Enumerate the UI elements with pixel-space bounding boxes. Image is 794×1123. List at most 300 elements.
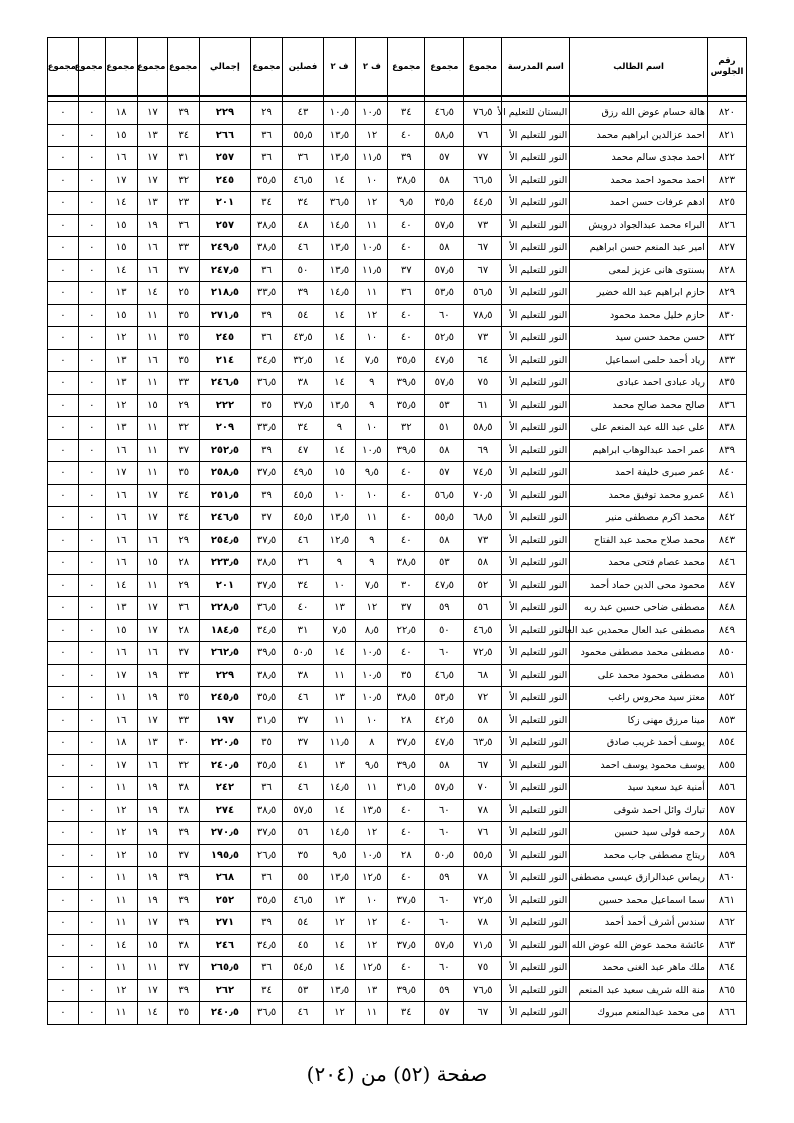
score-cell: ١٠ [356,889,388,912]
score-cell: ٣٩٫٥ [250,642,283,665]
score-cell: ٧٠٫٥ [464,484,502,507]
score-cell: ١١٫٥ [356,259,388,282]
score-cell: ٧٫٥ [323,619,356,642]
seat-number-cell: ٨٤١ [707,484,746,507]
grades-table [47,37,747,1025]
score-cell: ١٥ [105,237,137,260]
score-cell: ٤٠ [388,124,425,147]
score-cell: ٣٧٫٥ [283,394,323,417]
score-cell: ١٢ [356,304,388,327]
score-cell: ٣٧٫٥ [250,529,283,552]
score-cell: ٢٢٠٫٥ [200,732,250,755]
school-name-cell: النور للتعليم الأ [502,192,570,215]
student-name-cell: مصطفى ضاحى حسين عبد ربه [570,597,708,620]
score-cell: ٣٦ [250,327,283,350]
score-cell: ٩٫٥ [356,462,388,485]
score-cell: ٣٥٫٥ [388,394,425,417]
score-cell: ٣٧ [283,709,323,732]
score-cell: ٥٧٫٥ [425,934,464,957]
score-cell: ١٢ [105,979,137,1002]
score-cell: ٢٦٥٫٥ [200,957,250,980]
score-cell: ١٩ [137,664,168,687]
score-cell: ٢٧٠٫٥ [200,822,250,845]
score-cell: ٣٦٫٥ [250,597,283,620]
score-cell: ٠ [78,979,105,1002]
table-row [48,372,747,395]
score-cell: ٣٧٫٥ [388,934,425,957]
score-cell: ٥٨ [464,709,502,732]
score-cell: ٥٥٫٥ [283,124,323,147]
score-cell: ١٤ [105,934,137,957]
score-cell: ١١ [137,462,168,485]
student-name-cell: يوسف محمود يوسف احمد [570,754,708,777]
score-cell: ٠ [48,979,79,1002]
school-name-cell: النور للتعليم الأ [502,484,570,507]
score-cell: ٥٧ [425,147,464,170]
score-cell: ٧٨٫٥ [464,304,502,327]
score-cell: ٣٧٫٥ [388,889,425,912]
score-cell: ٣٠ [168,732,200,755]
score-cell: ٦٣٫٥ [464,732,502,755]
score-cell: ٣٦ [250,147,283,170]
seat-number-cell: ٨٣٨ [707,417,746,440]
score-cell: ١٠٫٥ [356,642,388,665]
score-cell: ٥٦٫٥ [425,484,464,507]
student-name-cell: احمد مجدى سالم محمد [570,147,708,170]
score-cell: ٥٩ [425,867,464,890]
score-cell: ٠ [78,417,105,440]
score-cell: ١١ [137,574,168,597]
score-cell: ٣٠ [388,574,425,597]
score-cell: ٣٨ [283,372,323,395]
score-cell: ١١ [105,889,137,912]
score-cell: ٤٠ [283,597,323,620]
score-cell: ٠ [48,169,79,192]
score-cell: ٨٫٥ [356,619,388,642]
student-name-cell: سما اسماعيل محمد حسين [570,889,708,912]
school-name-cell: النور للتعليم الأ [502,619,570,642]
table-row [48,214,747,237]
score-cell: ٠ [78,439,105,462]
score-cell: ١٥ [323,462,356,485]
score-cell: ٧١٫٥ [464,934,502,957]
score-cell: ٠ [78,484,105,507]
score-cell: ٣٤٫٥ [250,349,283,372]
score-cell: ٤٧٫٥ [425,574,464,597]
score-cell: ١٣ [137,192,168,215]
seat-number-cell: ٨٢٠ [707,102,746,125]
score-cell: ٧٢٫٥ [464,642,502,665]
score-cell: ٣٩٫٥ [388,979,425,1002]
score-cell: ٧٫٥ [356,349,388,372]
student-name-cell: مصطفى محمد مصطفى محمود [570,642,708,665]
seat-number-cell: ٨٦٢ [707,912,746,935]
score-cell: ٠ [48,507,79,530]
student-name-cell: امير عبد المنعم حسن ابراهيم [570,237,708,260]
score-cell: ١٠٫٥ [356,439,388,462]
score-cell: ٣٥ [168,304,200,327]
score-cell: ٤٥ [283,934,323,957]
score-cell: ٣٧ [250,507,283,530]
score-cell: ٩ [356,372,388,395]
score-cell: ١٩ [137,777,168,800]
table-row [48,664,747,687]
score-cell: ١٣ [105,372,137,395]
score-cell: ٣٤٫٥ [250,619,283,642]
score-cell: ١٧ [137,619,168,642]
score-cell: ٢١٤ [200,349,250,372]
score-cell: ٢٤٧٫٥ [200,259,250,282]
score-cell: ٣٨٫٥ [250,552,283,575]
score-cell: ٥٨ [425,529,464,552]
score-cell: ٢٢٫٥ [388,619,425,642]
score-cell: ٣٦ [250,124,283,147]
score-cell: ٣٨٫٥ [250,664,283,687]
school-name-cell: النور للتعليم الأ [502,349,570,372]
table-row [48,754,747,777]
score-cell: ٠ [48,529,79,552]
score-cell: ٣١٫٥ [388,777,425,800]
table-row [48,237,747,260]
page-number: صفحة (٥٢) من (٢٠٤) [306,1062,488,1086]
score-cell: ٥٨٫٥ [464,417,502,440]
score-cell: ٠ [48,844,79,867]
score-cell: ٣٤ [168,484,200,507]
seat-number-cell: ٨٢٨ [707,259,746,282]
score-cell: ١٤٫٥ [323,282,356,305]
score-cell: ١٢ [105,327,137,350]
score-cell: ٣٧ [168,642,200,665]
score-cell: ٣٩ [250,484,283,507]
score-cell: ٣٩ [168,822,200,845]
table-row [48,529,747,552]
score-cell: ٠ [78,529,105,552]
score-cell: ٣٢ [388,417,425,440]
score-cell: ٣٦٫٥ [323,192,356,215]
score-cell: ٥٧ [425,1002,464,1025]
score-cell: ٣٣ [168,372,200,395]
table-row [48,934,747,957]
score-cell: ٥٩ [425,979,464,1002]
score-cell: ٧٨ [464,912,502,935]
seat-number-cell: ٨٥٨ [707,822,746,845]
score-cell: ٢٥٧ [200,147,250,170]
score-cell: ١٠ [356,709,388,732]
score-cell: ١١ [105,912,137,935]
score-cell: ٠ [48,889,79,912]
score-cell: ٧٨ [464,799,502,822]
table-row [48,799,747,822]
score-cell: ٥٧٫٥ [425,372,464,395]
school-name-cell: النور للتعليم الأ [502,147,570,170]
score-cell: ٤٧٫٥ [425,349,464,372]
school-name-cell: النور للتعليم الأ [502,754,570,777]
score-cell: ٣٦ [250,867,283,890]
table-row [48,574,747,597]
score-cell: ٢٧٤ [200,799,250,822]
table-row [48,777,747,800]
score-cell: ٣٩ [168,889,200,912]
score-cell: ١٧ [105,462,137,485]
score-cell: ١٦ [137,349,168,372]
seat-number-cell: ٨٤٣ [707,529,746,552]
score-cell: ٣٤ [168,507,200,530]
score-cell: ٠ [78,147,105,170]
score-cell: ١٤ [323,169,356,192]
score-cell: ٢٩ [250,102,283,125]
score-cell: ٠ [48,799,79,822]
score-cell: ٤٠ [388,822,425,845]
score-cell: ٣٩ [388,147,425,170]
score-cell: ٦٤ [464,349,502,372]
score-cell: ٣٣ [168,709,200,732]
score-cell: ١٧ [105,754,137,777]
score-cell: ٤٨ [283,214,323,237]
score-cell: ١١ [356,507,388,530]
score-cell: ١٥ [105,214,137,237]
score-cell: ١١ [323,664,356,687]
score-cell: ٢٤٢ [200,777,250,800]
table-row [48,259,747,282]
school-name-cell: النور للتعليم الأ [502,394,570,417]
school-name-cell: النور للتعليم الأ [502,732,570,755]
score-cell: ٥٧٫٥ [425,777,464,800]
score-cell: ١٣٫٥ [323,259,356,282]
score-cell: ٠ [48,867,79,890]
score-cell: ٠ [78,732,105,755]
score-cell: ١٦ [137,237,168,260]
school-name-cell: النور للتعليم الأ [502,1002,570,1025]
score-cell: ٤٦ [283,237,323,260]
score-cell: ١٣٫٥ [323,124,356,147]
score-cell: ٣٨٫٥ [250,214,283,237]
score-cell: ٢٢٢ [200,394,250,417]
seat-number-cell: ٨٥١ [707,664,746,687]
score-cell: ١٦ [105,642,137,665]
score-cell: ١٦ [137,642,168,665]
score-cell: ٠ [48,214,79,237]
score-cell: ١١ [356,1002,388,1025]
score-cell: ١٨٤٫٥ [200,619,250,642]
school-name-cell: النور للتعليم الأ [502,979,570,1002]
school-name-cell: النور للتعليم الأ [502,124,570,147]
school-name-cell: النور للتعليم الأ [502,214,570,237]
seat-number-cell: ٨٤٩ [707,619,746,642]
score-cell: ٠ [78,282,105,305]
seat-number-cell: ٨٢٢ [707,147,746,170]
seat-number-cell: ٨٥٤ [707,732,746,755]
score-cell: ٣٣٫٥ [250,417,283,440]
score-cell: ١٥ [137,552,168,575]
table-row [48,822,747,845]
score-cell: ١٠ [356,417,388,440]
table-row [48,417,747,440]
student-name-cell: ملك ماهر عبد الغنى محمد [570,957,708,980]
score-cell: ٠ [48,372,79,395]
score-cell: ١٧ [137,102,168,125]
score-cell: ٢٤٠٫٥ [200,754,250,777]
score-cell: ٣٥ [168,687,200,710]
score-cell: ١٠ [323,574,356,597]
score-cell: ١٣٫٥ [323,979,356,1002]
score-cell: ٧٨ [464,867,502,890]
score-cell: ١٥ [137,394,168,417]
score-cell: ٤٣٫٥ [283,327,323,350]
school-name-cell: النور للتعليم الأ [502,799,570,822]
score-cell: ١٥ [105,304,137,327]
score-cell: ٣٩ [168,102,200,125]
score-cell: ٥٣٫٥ [425,282,464,305]
score-cell: ١٣ [137,732,168,755]
col-header: مجموع [168,38,200,97]
score-cell: ١٤ [323,439,356,462]
table-row [48,867,747,890]
student-name-cell: رياد عبادى احمد عبادى [570,372,708,395]
table-row [48,507,747,530]
score-cell: ١٤ [105,259,137,282]
seat-number-cell: ٨٢١ [707,124,746,147]
score-cell: ٤٦٫٥ [464,619,502,642]
score-cell: ٢٧١٫٥ [200,304,250,327]
score-cell: ١٠ [356,327,388,350]
col-header: مجموع [464,38,502,97]
score-cell: ٣٧ [168,957,200,980]
score-cell: ٠ [78,327,105,350]
score-cell: ٣٨ [168,799,200,822]
score-cell: ٦٠ [425,642,464,665]
seat-number-cell: ٨٥٥ [707,754,746,777]
score-cell: ٠ [78,642,105,665]
score-cell: ٠ [78,462,105,485]
score-cell: ٩٫٥ [388,192,425,215]
seat-number-cell: ٨٦٤ [707,957,746,980]
score-cell: ٢٤٩٫٥ [200,237,250,260]
score-cell: ٥٣٫٥ [425,687,464,710]
score-cell: ٣٤ [283,574,323,597]
table-row [48,619,747,642]
col-header: مجموع [250,38,283,97]
score-cell: ١٣٫٥ [323,867,356,890]
score-cell: ١٤ [137,1002,168,1025]
score-cell: ٥٨ [425,237,464,260]
table-row [48,462,747,485]
score-cell: ٣٣٫٥ [250,282,283,305]
score-cell: ٣٢ [168,754,200,777]
score-cell: ١٤ [105,574,137,597]
student-name-cell: أمنية عيد سعيد سيد [570,777,708,800]
score-cell: ١١ [323,709,356,732]
score-cell: ١٣ [323,597,356,620]
table-row [48,282,747,305]
school-name-cell: النور للتعليم الأ [502,259,570,282]
score-cell: ١١ [356,777,388,800]
score-cell: ٧٢٫٥ [464,889,502,912]
student-name-cell: بسنتوى هانى عزيز لمعى [570,259,708,282]
col-header: مجموع [105,38,137,97]
score-cell: ٦٩ [464,439,502,462]
table-row [48,327,747,350]
score-cell: ٠ [78,664,105,687]
score-cell: ٤٠ [388,912,425,935]
score-cell: ١٧ [137,912,168,935]
score-cell: ٥٨ [425,439,464,462]
score-cell: ٣٥٫٥ [425,192,464,215]
score-cell: ٤٦٫٥ [425,664,464,687]
score-cell: ٢٢٨٫٥ [200,597,250,620]
score-cell: ٣٧ [168,439,200,462]
score-cell: ١٧ [137,597,168,620]
score-cell: ٦٠ [425,822,464,845]
score-cell: ٠ [78,214,105,237]
score-cell: ١٣٫٥ [356,799,388,822]
student-name-cell: ادهم عرفات حسن احمد [570,192,708,215]
score-cell: ٠ [48,349,79,372]
score-cell: ٠ [48,574,79,597]
score-cell: ١٤ [323,934,356,957]
score-cell: ١١ [356,214,388,237]
score-cell: ٣٥ [168,462,200,485]
score-cell: ١٩ [137,889,168,912]
score-cell: ١٨ [105,732,137,755]
score-cell: ٠ [78,237,105,260]
score-cell: ٥٤ [283,912,323,935]
seat-number-cell: ٨٤٠ [707,462,746,485]
table-row [48,1002,747,1025]
score-cell: ٠ [78,957,105,980]
score-cell: ٢٠١ [200,192,250,215]
score-cell: ١٣ [137,124,168,147]
score-cell: ٠ [48,147,79,170]
student-name-cell: محمد اكرم مصطفى منير [570,507,708,530]
score-cell: ٣٤ [388,102,425,125]
score-cell: ٦٧ [464,1002,502,1025]
score-cell: ١٢ [356,597,388,620]
score-cell: ٣٦ [250,957,283,980]
score-cell: ٣٦ [168,214,200,237]
score-cell: ٤٣ [283,102,323,125]
score-cell: ١٢ [356,124,388,147]
score-cell: ١٢٫٥ [356,867,388,890]
school-name-cell: النور للتعليم الأ [502,642,570,665]
school-name-cell: النور للتعليم الأ [502,889,570,912]
score-cell: ٣٩٫٥ [388,439,425,462]
score-cell: ٩ [356,394,388,417]
seat-number-cell: ٨٢٧ [707,237,746,260]
score-cell: ١١ [105,1002,137,1025]
student-name-cell: صالح محمد صالح محمد [570,394,708,417]
score-cell: ٥٧٫٥ [425,214,464,237]
student-name-cell: هالة حسام عوض الله رزق [570,102,708,125]
score-cell: ٥٧ [425,462,464,485]
seat-number-cell: ٨٤٨ [707,597,746,620]
score-cell: ٣٨٫٥ [388,169,425,192]
score-cell: ١٦ [105,709,137,732]
score-cell: ٣٤ [250,979,283,1002]
score-cell: ٠ [48,777,79,800]
score-cell: ٤٠ [388,799,425,822]
score-cell: ١٤ [323,349,356,372]
score-cell: ٤٠ [388,304,425,327]
score-cell: ١٠٫٥ [356,664,388,687]
score-cell: ٥٨٫٥ [425,124,464,147]
score-cell: ٣٩ [168,912,200,935]
score-cell: ١٦ [105,147,137,170]
school-name-cell: النور للتعليم الأ [502,304,570,327]
score-cell: ٣٧٫٥ [250,462,283,485]
score-cell: ١٢ [356,912,388,935]
seat-number-cell: ٨٣٢ [707,327,746,350]
school-name-cell: النور للتعليم الأ [502,934,570,957]
